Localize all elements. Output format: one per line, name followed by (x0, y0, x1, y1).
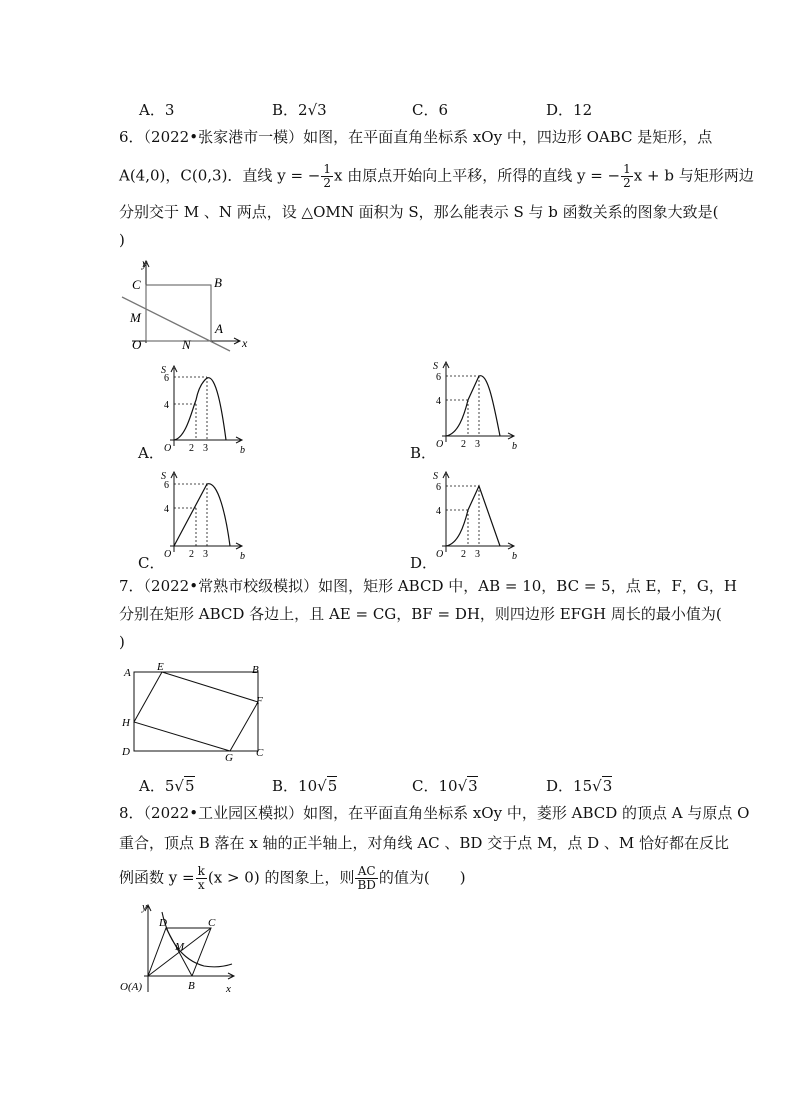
q6-graph-b-b-label: b (512, 441, 517, 451)
q5-option-a: A．3 (139, 101, 175, 119)
q6-option-a-label: A． (138, 444, 164, 462)
q6-graph-a-b-label: b (240, 445, 245, 455)
q6-graph-b-six-label: 6 (436, 372, 441, 383)
q6-graph-a-s-label: S (161, 365, 166, 376)
q8-line1: 8．（2022•工业园区模拟）如图，在平面直角坐标系 xOy 中，菱形 ABCD 的顶点 A 与原点 O (119, 804, 750, 822)
q6-fig-label-b: B (214, 275, 222, 290)
q7-fig-label-h: H (122, 717, 130, 729)
q6-line4: ) (119, 231, 125, 249)
q6-graph-b-o-label: O (436, 439, 444, 450)
q8-fig-label-d: D (159, 917, 167, 929)
q6-fig-label-a: A (215, 321, 223, 336)
q8-fig-label-oa: O(A) (120, 981, 142, 993)
q6-graph-c-o-label: O (164, 549, 172, 560)
q8-fig-label-x: x (226, 983, 231, 995)
q7-fig-label-b: B (252, 664, 259, 676)
q8-fig-label-b: B (188, 980, 195, 992)
q6-graph-c (156, 466, 251, 561)
q6-graph-c-four-label: 4 (164, 504, 169, 515)
q6-fig-label-o: O (132, 337, 142, 352)
q5-option-d: D．12 (546, 101, 593, 119)
q5-option-b: B．2√3 (272, 101, 327, 119)
q6-graph-b (428, 356, 523, 451)
q7-option-b: B．10√5 (272, 777, 338, 795)
q7-option-a: A．5√5 (139, 777, 195, 795)
q7-option-d: D．15√3 (546, 777, 613, 795)
q7-line2: 分别在矩形 ABCD 各边上，且 AE = CG，BF = DH，则四边形 EFGH 周长的最小值为( (119, 605, 722, 623)
q6-graph-d-s-label: S (433, 471, 438, 482)
q6-rectangle-figure (112, 255, 252, 355)
q8-fraction-k-x: $\frac{k}{x}$ (197, 864, 205, 892)
q6-graph-a-two-label: 2 (189, 443, 194, 454)
q6-graph-b-four-label: 4 (436, 396, 441, 407)
q7-line3: ) (119, 633, 125, 651)
q6-graph-c-s-label: S (161, 471, 166, 482)
q6-line3: 分别交于 M 、N 两点，设 △OMN 面积为 S，那么能表示 S 与 b 函数关系的图象大致是( (119, 203, 719, 221)
q7-fig-label-d: D (122, 746, 130, 758)
q7-fig-label-g: G (225, 752, 233, 764)
q6-graph-c-two-label: 2 (189, 549, 194, 560)
q7-fig-label-c: C (256, 747, 264, 759)
q6-fig-label-y: y (142, 256, 148, 270)
q6-graph-d-two-label: 2 (461, 549, 466, 560)
q6-graph-a-four-label: 4 (164, 400, 169, 411)
q6-graph-c-six-label: 6 (164, 480, 169, 491)
q6-fig-label-m: M (130, 310, 141, 325)
q7-line1: 7．（2022•常熟市校级模拟）如图，矩形 ABCD 中，AB = 10，BC = 5，点 E，F，G，H (119, 577, 737, 595)
q6-line2: A(4,0)，C(0,3)．直线 y = − $\frac{1}{2}$ x 由原点开始向上平移，所得的直线 y = − $\frac{1}{2}$ x + b 与矩形两边 (119, 162, 754, 190)
q8-fig-label-c: C (208, 917, 216, 929)
q6-graph-b-three-label: 3 (475, 439, 480, 450)
q6-graph-a-o-label: O (164, 443, 172, 454)
q6-graph-a-three-label: 3 (203, 443, 208, 454)
q6-graph-b-two-label: 2 (461, 439, 466, 450)
q6-option-d-label: D． (410, 554, 438, 572)
q6-fig-label-x: x (242, 336, 248, 350)
q7-fig-label-a: A (124, 667, 131, 679)
q6-graph-c-b-label: b (240, 551, 245, 561)
q8-fraction-ac-bd: $\frac{AC}{BD}$ (357, 864, 376, 892)
q6-graph-d-b-label: b (512, 551, 517, 561)
q6-graph-c-three-label: 3 (203, 549, 208, 560)
q7-fig-label-e: E (157, 661, 164, 673)
q6-option-b-label: B． (410, 444, 437, 462)
q8-fig-label-y: y (142, 901, 147, 913)
q6-graph-d-four-label: 4 (436, 506, 441, 517)
q6-graph-a (156, 360, 251, 455)
q6-option-c-label: C． (138, 554, 165, 572)
q5-option-c: C．6 (412, 101, 449, 119)
q7-rectangle-figure (118, 660, 278, 765)
q6-fig-label-n: N (182, 337, 191, 352)
q6-fraction-2: $\frac{1}{2}$ (623, 162, 631, 190)
q6-line1: 6．（2022•张家港市一模）如图，在平面直角坐标系 xOy 中，四边形 OABC 是矩形，点 (119, 128, 713, 146)
q6-graph-b-s-label: S (433, 361, 438, 372)
q7-fig-label-f: F (256, 695, 263, 707)
q8-line2: 重合，顶点 B 落在 x 轴的正半轴上，对角线 AC 、BD 交于点 M，点 D 、M 恰好都在反比 (119, 834, 730, 852)
q8-fig-label-m: M (175, 941, 185, 953)
q8-line3: 例函数 y = $\frac{k}{x}$ (x > 0) 的图象上，则 $\frac{AC}{BD}$ 的值为( ) (119, 864, 466, 892)
q6-fig-label-c: C (132, 277, 141, 292)
q7-option-c: C．10√3 (412, 777, 478, 795)
q6-graph-d-six-label: 6 (436, 482, 441, 493)
q6-fraction-1: $\frac{1}{2}$ (323, 162, 331, 190)
q6-graph-d (428, 466, 523, 561)
q6-graph-d-three-label: 3 (475, 549, 480, 560)
q6-graph-a-six-label: 6 (164, 373, 169, 384)
q6-graph-d-o-label: O (436, 549, 444, 560)
q8-rhombus-figure (118, 900, 248, 1000)
